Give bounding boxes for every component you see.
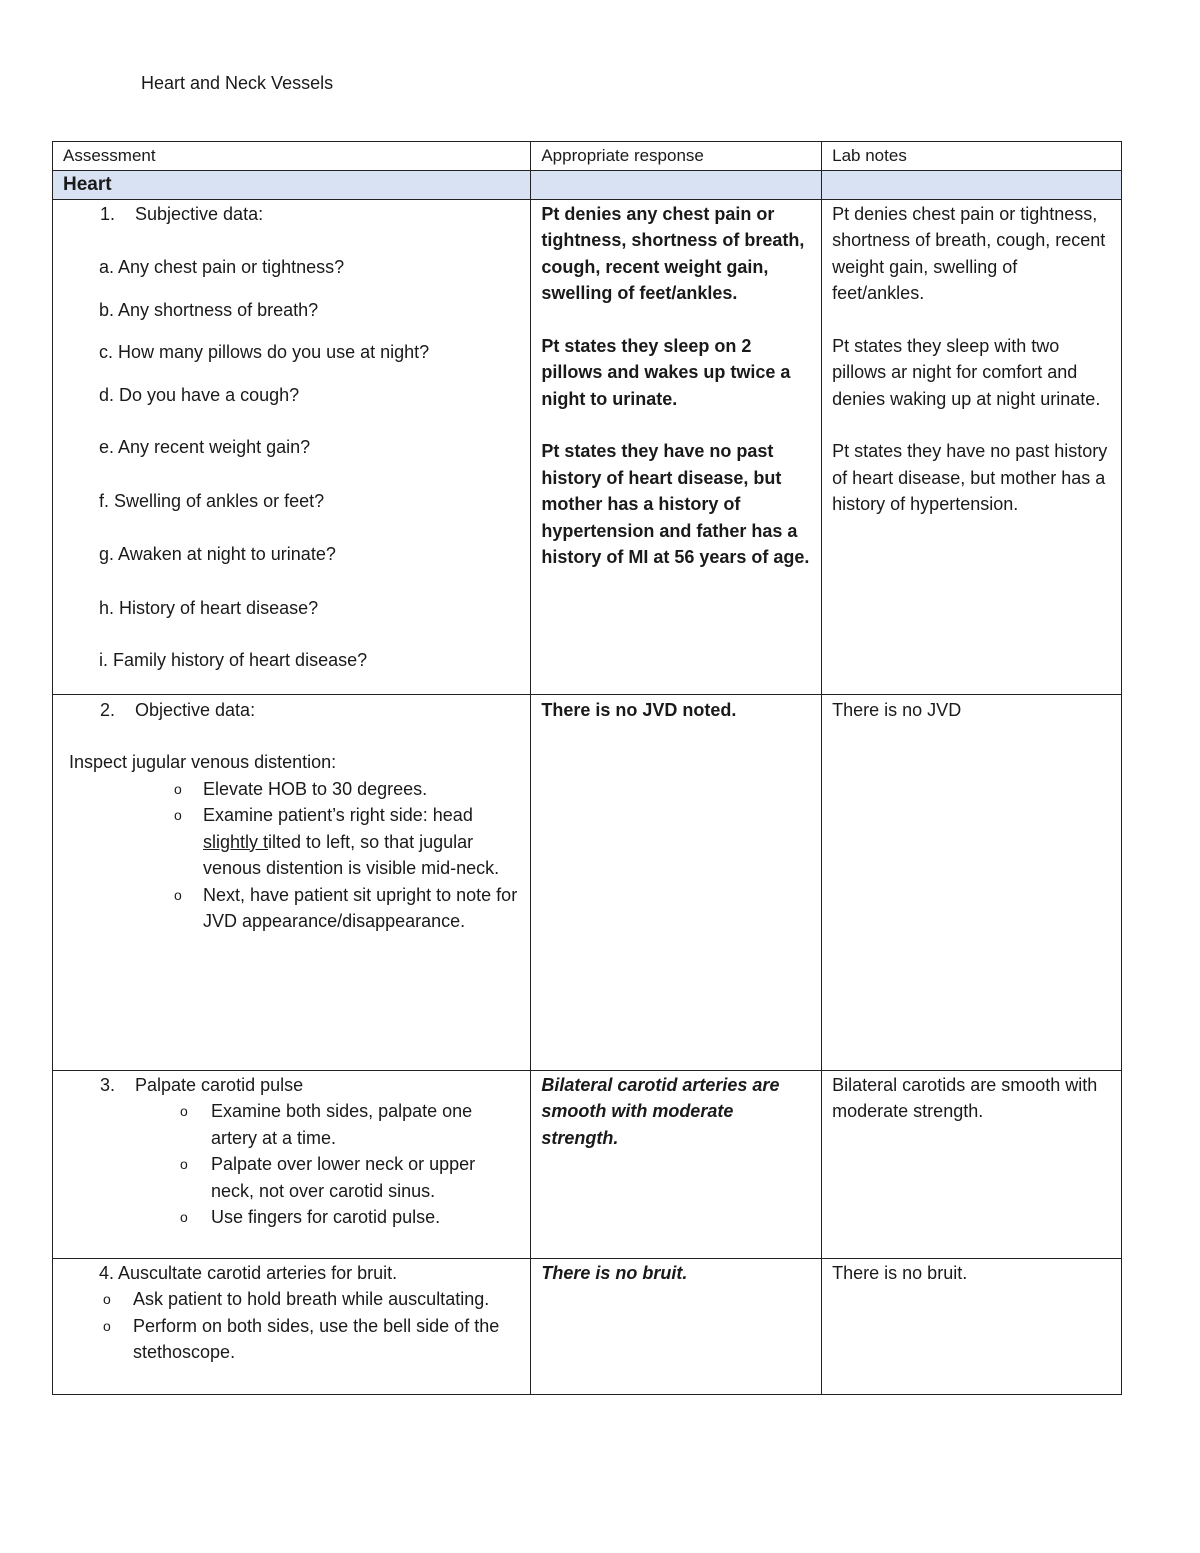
bullet-marker: o bbox=[174, 807, 182, 823]
question-g: g. Awaken at night to urinate? bbox=[99, 544, 336, 564]
assessment-cell-carotid-pulse bbox=[53, 1070, 531, 1258]
header-appropriate-response: Appropriate response bbox=[531, 142, 822, 171]
question-f: f. Swelling of ankles or feet? bbox=[99, 490, 325, 511]
bullet-marker: o bbox=[180, 1156, 188, 1172]
bullet-marker: o bbox=[180, 1209, 188, 1225]
table-row-objective bbox=[53, 694, 1122, 1070]
notes-paragraph: Pt states they sleep with two pillows ar night for comfort and denies waking up at night urinate. bbox=[832, 335, 1101, 409]
assessment-table bbox=[52, 141, 1122, 1395]
list-item: o Ask patient to hold breath while auscultating. bbox=[63, 1286, 522, 1313]
table-row-bruit bbox=[53, 1258, 1122, 1394]
bullet-marker: o bbox=[180, 1103, 188, 1119]
underlined-text: slightly t bbox=[203, 831, 269, 852]
question-i: i. Family history of heart disease? bbox=[99, 650, 368, 670]
table-row-subjective bbox=[53, 199, 1122, 694]
question-a: a. Any chest pain or tightness? bbox=[99, 257, 345, 277]
item-number: 3. bbox=[100, 1074, 116, 1095]
assessment-cell-subjective bbox=[53, 199, 531, 694]
notes-cell-bruit: There is no bruit. bbox=[822, 1258, 1122, 1394]
response-paragraph: Pt denies any chest pain or tightness, shortness of breath, cough, recent weight gain, swelling of feet/ankles. bbox=[541, 203, 805, 303]
bullet-marker: o bbox=[174, 780, 182, 797]
document-title: Heart and Neck Vessels bbox=[141, 73, 334, 93]
notes-paragraph: Pt denies chest pain or tightness, shortness of breath, cough, recent weight gain, swelling of feet/ankles. bbox=[832, 203, 1106, 303]
item-heading: 4. Auscultate carotid arteries for bruit. bbox=[99, 1262, 398, 1283]
response-paragraph: Pt states they have no past history of heart disease, but mother has a history of hypertension and father has a history of MI at 56 years of age. bbox=[541, 441, 810, 567]
notes-cell-subjective bbox=[822, 199, 1122, 694]
item-heading: Palpate carotid pulse bbox=[135, 1074, 304, 1095]
item-heading: Objective data: bbox=[135, 699, 256, 720]
table-row-carotid-pulse bbox=[53, 1070, 1122, 1258]
section-heart-label: Heart bbox=[63, 174, 112, 195]
header-lab-notes: Lab notes bbox=[822, 142, 1122, 171]
notes-cell-objective: There is no JVD bbox=[822, 694, 1122, 1070]
assessment-cell-bruit bbox=[53, 1258, 531, 1394]
question-h: h. History of heart disease? bbox=[99, 597, 319, 618]
list-item: o Examine both sides, palpate one artery at a time. bbox=[63, 1098, 522, 1151]
header-assessment: Assessment bbox=[53, 142, 531, 171]
item-heading: Subjective data: bbox=[135, 203, 264, 224]
assessment-cell-objective bbox=[53, 694, 531, 1070]
question-d: d. Do you have a cough? bbox=[99, 384, 300, 405]
notes-cell-carotid-pulse: Bilateral carotids are smooth with moderate strength. bbox=[822, 1070, 1122, 1258]
list-item: o Palpate over lower neck or upper neck, not over carotid sinus. bbox=[63, 1151, 522, 1204]
list-item: o Elevate HOB to 30 degrees. bbox=[63, 776, 522, 803]
section-row bbox=[53, 171, 1122, 200]
item-number: 1. bbox=[100, 203, 116, 224]
list-item: o Use fingers for carotid pulse. bbox=[63, 1204, 522, 1231]
response-cell-bruit: There is no bruit. bbox=[531, 1258, 822, 1394]
bullet-marker: o bbox=[174, 886, 182, 903]
notes-paragraph: Pt states they have no past history of heart disease, but mother has a history of hypertension. bbox=[832, 441, 1108, 514]
question-c: c. How many pillows do you use at night? bbox=[99, 342, 430, 362]
header-row bbox=[53, 142, 1122, 171]
response-cell-carotid-pulse: Bilateral carotid arteries are smooth with moderate strength. bbox=[531, 1070, 822, 1258]
item-number: 2. bbox=[100, 699, 116, 720]
response-paragraph: Pt states they sleep on 2 pillows and wakes up twice a night to urinate. bbox=[541, 335, 791, 409]
list-item: o Next, have patient sit upright to note for JVD appearance/disappearance. bbox=[63, 882, 522, 935]
list-item: o Perform on both sides, use the bell side of the stethoscope. bbox=[63, 1313, 522, 1366]
bullet-marker: o bbox=[103, 1291, 111, 1307]
question-b: b. Any shortness of breath? bbox=[99, 299, 319, 320]
response-cell-subjective bbox=[531, 199, 822, 694]
list-item: o Examine patient’s right side: head slightly tilted to left, so that jugular venous distention is visible mid-neck. bbox=[63, 802, 522, 882]
question-e: e. Any recent weight gain? bbox=[99, 437, 311, 457]
response-cell-objective: There is no JVD noted. bbox=[531, 694, 822, 1070]
bullet-marker: o bbox=[103, 1317, 111, 1334]
jvd-intro: Inspect jugular venous distention: bbox=[69, 752, 337, 772]
